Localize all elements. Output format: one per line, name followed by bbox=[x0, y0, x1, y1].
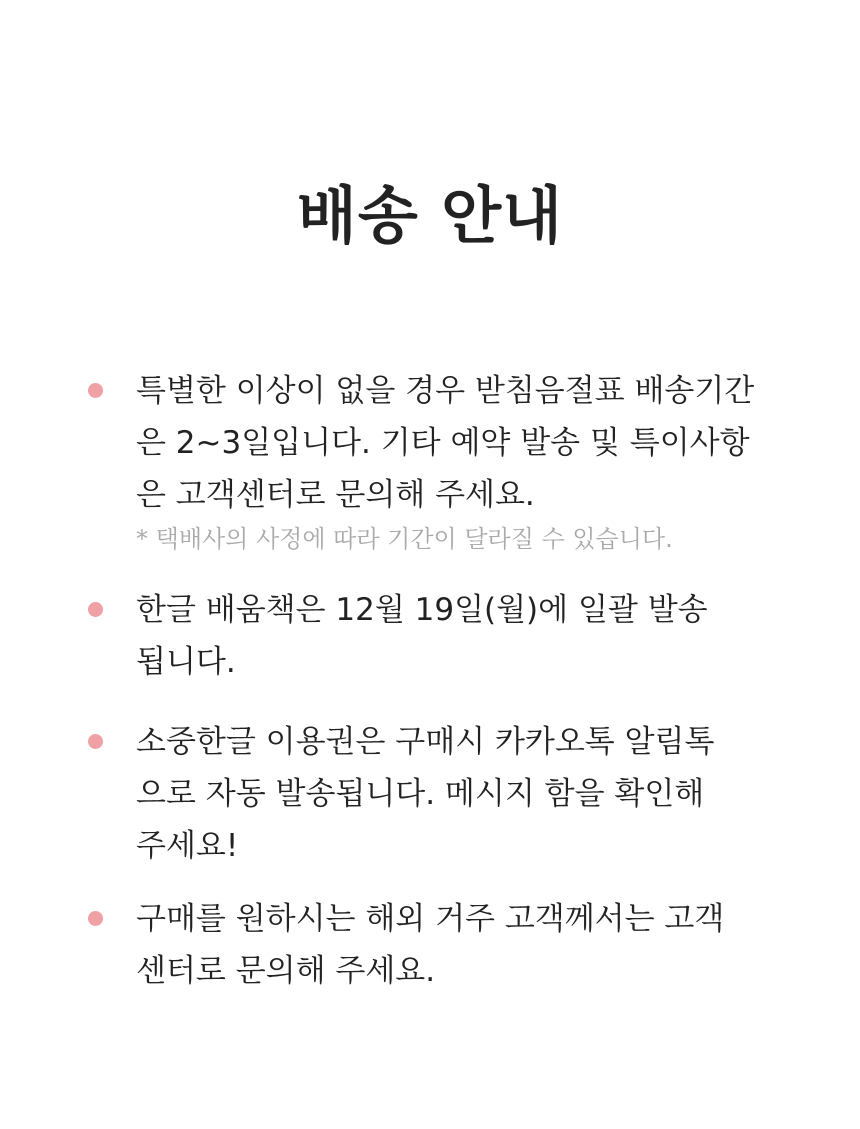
list-item-line: 센터로 문의해 주세요. bbox=[136, 953, 436, 989]
list-item-text bbox=[136, 716, 796, 872]
bullet-icon bbox=[88, 734, 103, 749]
list-item-line: 은 2~3일입니다. 기타 예약 발송 및 특이사항 bbox=[136, 425, 750, 461]
list-item-text bbox=[136, 584, 796, 688]
list-item-line: 한글 배움책은 12월 19일(월)에 일괄 발송 bbox=[136, 592, 708, 628]
list-item-text bbox=[136, 893, 796, 997]
list-item-line: 특별한 이상이 없을 경우 받침음절표 배송기간 bbox=[136, 373, 755, 409]
page-title: 배송 안내 bbox=[296, 179, 564, 252]
list-item-text bbox=[136, 365, 796, 553]
list-item-line: 으로 자동 발송됩니다. 메시지 함을 확인해 bbox=[136, 776, 705, 812]
bullet-icon bbox=[88, 383, 103, 398]
bullet-icon bbox=[88, 911, 103, 926]
bullet-icon bbox=[88, 602, 103, 617]
list-item-line: 됩니다. bbox=[136, 644, 236, 680]
list-item-line: 구매를 원하시는 해외 거주 고객께서는 고객 bbox=[136, 901, 725, 937]
footnote: * 택배사의 사정에 따라 기간이 달라질 수 있습니다. bbox=[136, 525, 673, 553]
list-item-line: 은 고객센터로 문의해 주세요. bbox=[136, 477, 535, 513]
list-item-line: 소중한글 이용권은 구매시 카카오톡 알림톡 bbox=[136, 724, 715, 760]
list-item-line: 주세요! bbox=[136, 828, 239, 864]
